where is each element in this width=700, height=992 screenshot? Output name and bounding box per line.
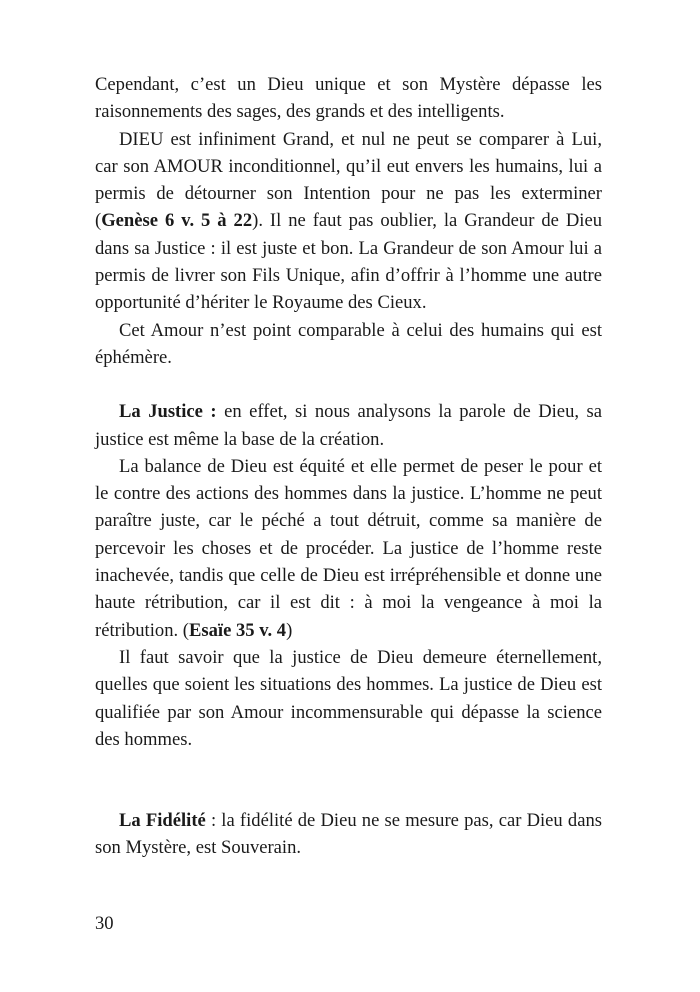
paragraph-text: Cependant, c’est un Dieu unique et son Mystère dépasse les raisonnements des sages, des grands et des intelligents. [95, 74, 602, 123]
paragraph-text: Cet Amour n’est point comparable à celui des humains qui est éphémère. [95, 319, 602, 368]
paragraph-amour [95, 317, 602, 372]
paragraph-justice-intro [95, 398, 602, 453]
paragraph-text: en effet, si nous analysons la parole de Dieu, sa justice est même la base de la création. [95, 401, 602, 450]
paragraph-text: : la fidélité de Dieu ne se mesure pas, car Dieu dans son Mystère, est Souverain. [95, 810, 602, 859]
section-heading-fidelite: La Fidélité [119, 810, 206, 832]
section-spacer [95, 371, 602, 398]
paragraph-text: Il faut savoir que la justice de Dieu demeure éternellement, quelles que soient les situations des hommes. La justice de Dieu est qualifiée par son Amour incommensurable qui dépasse la science des hommes. [95, 646, 602, 750]
paragraph-mystery [95, 71, 602, 126]
section-heading-justice: La Justice : [119, 401, 217, 423]
body-text [95, 71, 602, 862]
page-number: 30 [95, 913, 114, 934]
paragraph-text: La balance de Dieu est équité et elle permet de peser le pour et le contre des actions des hommes dans la justice. L’homme ne peut paraître juste, car le péché a tout détruit, comme sa manière de percevoir les choses et de procéder. La justice de l’homme reste inachevée, tandis que celle de Dieu est irrépréhensible et donne une haute rétribution, car il est dit : à moi la vengeance à moi la rétribution. ( [95, 455, 602, 641]
paragraph-text: ) [286, 619, 293, 641]
scripture-reference: Esaïe 35 v. 4 [188, 619, 287, 641]
paragraph-fidelite [95, 807, 602, 862]
paragraph-dieu-grand [95, 126, 602, 317]
section-spacer [95, 753, 602, 807]
paragraph-justice-eternelle [95, 644, 602, 753]
paragraph-balance [95, 453, 602, 644]
paragraph-text: DIEU est infiniment Grand, et nul ne peut se comparer à Lui, car son AMOUR inconditionnel, qu’il eut envers les humains, lui a permis de détourner son Intention pour ne pas les exterminer ( [95, 128, 602, 232]
paragraph-text: ). Il ne faut pas oublier, la Grandeur de Dieu dans sa Justice : il est juste et bon. La Grandeur de son Amour lui a permis de livrer son Fils Unique, afin d’offrir à l’homme une autre opportunité d’hériter le Royaume des Cieux. [95, 210, 602, 314]
scripture-reference: Genèse 6 v. 5 à 22 [101, 210, 253, 232]
